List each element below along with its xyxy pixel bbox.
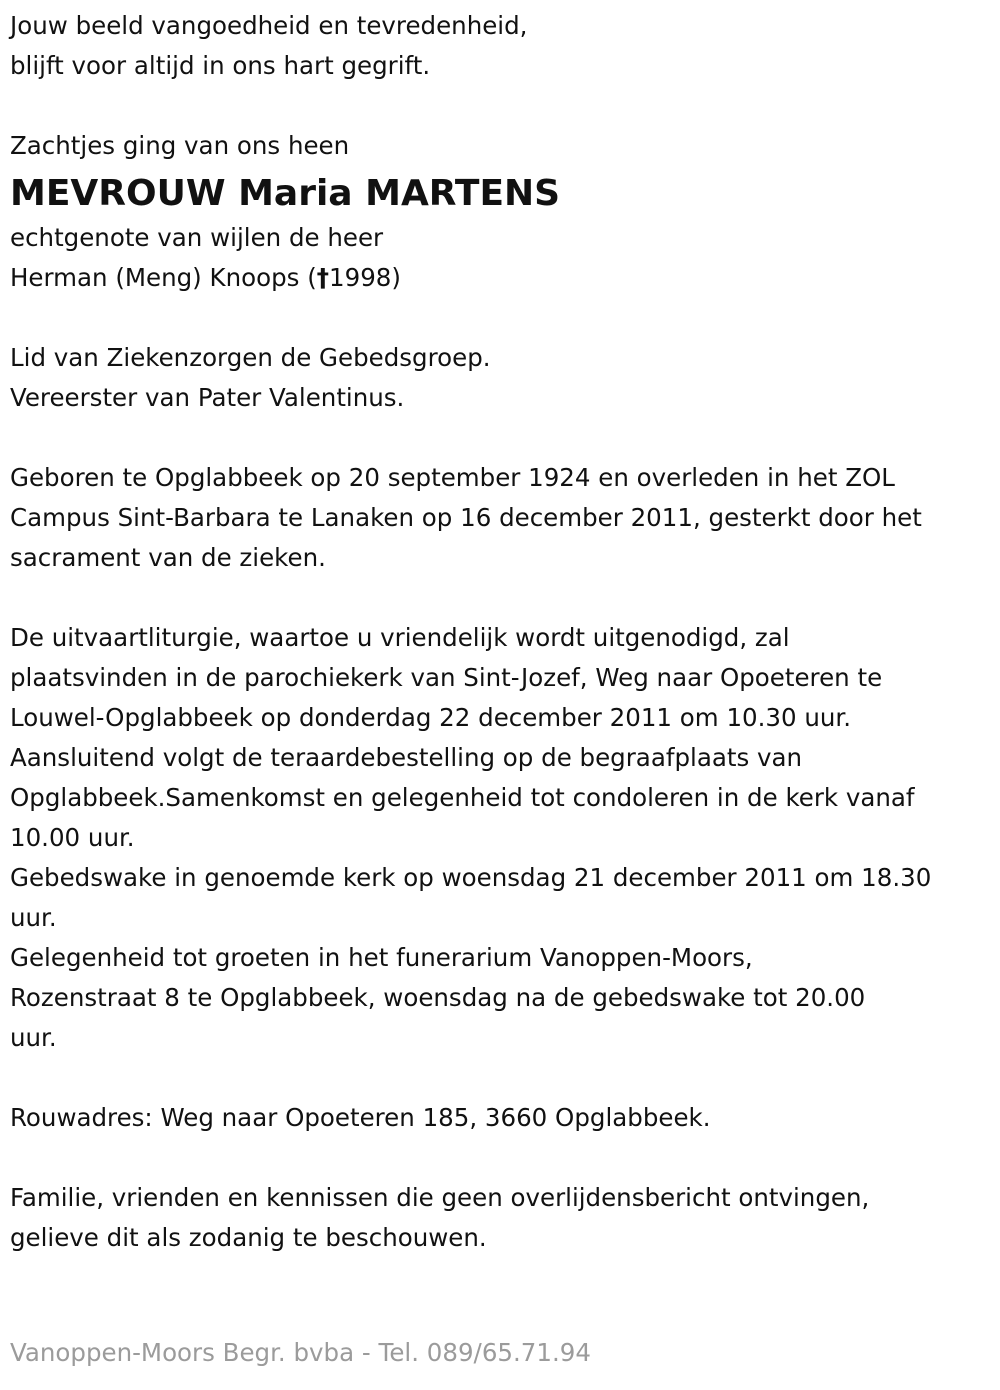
spouse-death-year: 1998) <box>329 263 401 292</box>
spouse-name-line <box>10 258 995 298</box>
funeral-line: Gelegenheid tot groeten in het funerarium Vanoppen-Moors, <box>10 943 753 972</box>
spacer <box>10 298 995 338</box>
spacer <box>10 578 995 618</box>
memberships <box>10 338 995 418</box>
funeral-line: De uitvaartliturgie, waartoe u vriendelijk wordt uitgenodigd, zal <box>10 623 790 652</box>
birth-death-line: sacrament van de zieken. <box>10 543 326 572</box>
spacer <box>10 86 995 126</box>
spacer <box>10 418 995 458</box>
intro-text: Zachtjes ging van ons heen <box>10 131 350 160</box>
spacer <box>10 1058 995 1098</box>
verse-line: blijft voor altijd in ons hart gegrift. <box>10 51 431 80</box>
funeral-line: Aansluitend volgt de teraardebestelling op de begraafplaats van <box>10 743 803 772</box>
spouse-name: Herman (Meng) Knoops ( <box>10 263 317 292</box>
membership-line: Lid van Ziekenzorgen de Gebedsgroep. <box>10 343 491 372</box>
spouse-info <box>10 218 995 298</box>
funeral-line: 10.00 uur. <box>10 823 135 852</box>
notice-line: Familie, vrienden en kennissen die geen overlijdensbericht ontvingen, <box>10 1183 870 1212</box>
obituary-document <box>10 6 995 1258</box>
funeral-line: uur. <box>10 903 57 932</box>
deceased-name: MEVROUW Maria MARTENS <box>10 173 561 214</box>
spouse-line: echtgenote van wijlen de heer <box>10 223 384 252</box>
funeral-line: Rozenstraat 8 te Opglabbeek, woensdag na de gebedswake tot 20.00 <box>10 983 866 1012</box>
verse-line: Jouw beeld vangoedheid en tevredenheid, <box>10 11 528 40</box>
funeral-line: Louwel-Opglabbeek op donderdag 22 december 2011 om 10.30 uur. <box>10 703 852 732</box>
birth-death-line: Geboren te Opglabbeek op 20 september 1924 en overleden in het ZOL <box>10 463 895 492</box>
funeral-home-footer: Vanoppen-Moors Begr. bvba - Tel. 089/65.71.94 <box>10 1338 591 1367</box>
mourning-address: Rouwadres: Weg naar Opoeteren 185, 3660 Opglabbeek. <box>10 1103 711 1132</box>
funeral-line: Opglabbeek.Samenkomst en gelegenheid tot condoleren in de kerk vanaf <box>10 783 915 812</box>
funeral-line: Gebedswake in genoemde kerk op woensdag 21 december 2011 om 18.30 <box>10 863 932 892</box>
notice-line: gelieve dit als zodanig te beschouwen. <box>10 1223 487 1252</box>
funeral-paragraph <box>10 618 995 1058</box>
notice-paragraph <box>10 1178 995 1258</box>
cross-icon: † <box>316 263 330 292</box>
membership-line: Vereerster van Pater Valentinus. <box>10 383 405 412</box>
spacer <box>10 1138 995 1178</box>
funeral-line: plaatsvinden in de parochiekerk van Sint-Jozef, Weg naar Opoeteren te <box>10 663 883 692</box>
funeral-line: uur. <box>10 1023 57 1052</box>
verse <box>10 6 995 86</box>
birth-death-paragraph <box>10 458 995 578</box>
birth-death-line: Campus Sint-Barbara te Lanaken op 16 december 2011, gesterkt door het <box>10 503 922 532</box>
